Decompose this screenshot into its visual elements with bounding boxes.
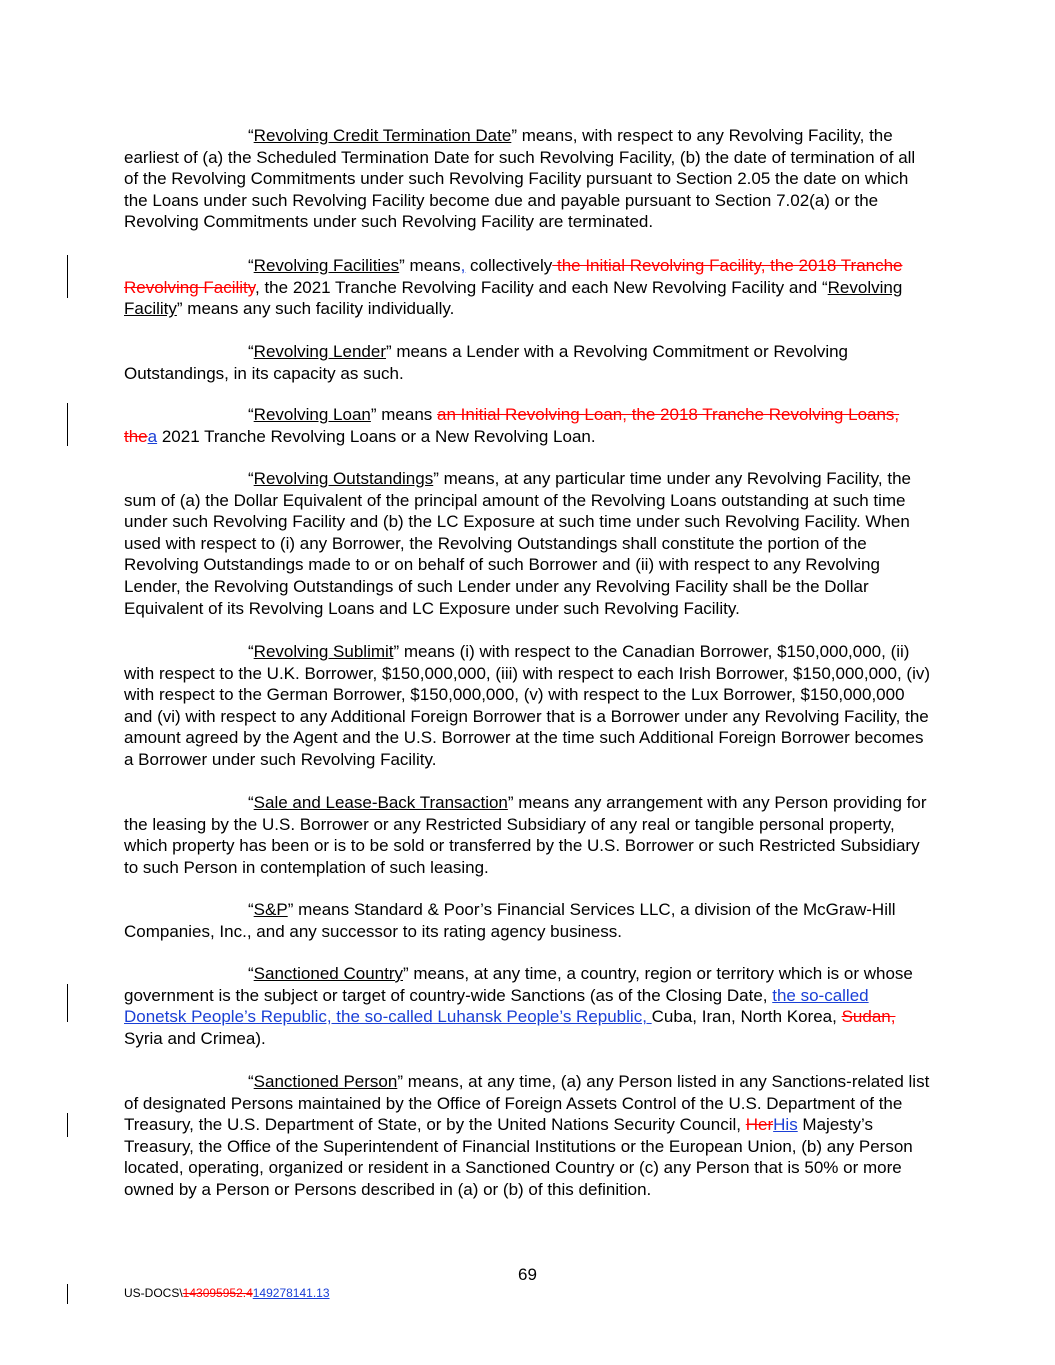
- definition-text: ” means (i) with respect to the Canadian Borrower, $150,000,000, (ii) with respect to the U.K. Borrower, $150,000,000, (iii) with respect to each Irish Borrower, $150,000,000, (iv) with respect to the German Borrower, $150,000,000, (v) with respect to the Lux Borrower, $150,000,000 and (vi) with respect to any Additional Foreign Borrower that is a Borrower under any Revolving Facility, the amount agreed by the Agent and the U.S. Borrower at the time such Additional Foreign Borrower becomes a Borrower under such Revolving Facility.: [124, 642, 931, 769]
- defined-term: Revolving Sublimit: [253, 642, 394, 661]
- defined-term: Sanctioned Country: [253, 964, 403, 983]
- inserted-text: ,: [460, 256, 466, 275]
- definition-text: ” means, with respect to any Revolving Facility, the earliest of (a) the Scheduled Termination Date for such Revolving Facility, (b) the date of termination of all of the Revolving Commitments under such Revolving Facility pursuant to Section 2.05 the date on which the Loans under such Revolving Facility become due and payable pursuant to Section 7.02(a) or the Revolving Commitments under such Revolving Facility are terminated.: [124, 126, 916, 232]
- definition-text: ” means any such facility individually.: [176, 299, 455, 319]
- open-quote: “: [248, 642, 254, 661]
- inserted-text: the so-called Donetsk People’s Republic, the so-called Luhansk People’s Republic,: [124, 985, 869, 1027]
- open-quote: “: [248, 256, 254, 275]
- definition-text: Majesty’s Treasury, the Office of the Superintendent of Financial Institutions or the European Union, (b) any Person located, operating, organized or resident in a Sanctioned Country or (c) any Person that is 50% or more owned by a Person or Persons described in (a) or (b) of this definition.: [124, 1115, 913, 1199]
- open-quote: “: [248, 469, 254, 488]
- change-bar: [67, 984, 68, 1022]
- definition-sanctioned-country: [124, 963, 932, 1049]
- open-quote: “: [248, 900, 254, 919]
- definition-sanctioned-person: [124, 1071, 932, 1201]
- inserted-text: a: [147, 426, 158, 446]
- deleted-text: Sudan,: [841, 1007, 896, 1027]
- definition-s-and-p: [124, 899, 932, 942]
- definition-text: 2021 Tranche Revolving Loans or a New Revolving Loan.: [157, 426, 596, 446]
- definition-text: , the 2021 Tranche Revolving Facility and each New Revolving Facility and “: [255, 277, 828, 297]
- definition-revolving-sublimit: [124, 641, 932, 771]
- defined-term: Revolving Facility: [124, 277, 903, 319]
- defined-term: Revolving Facilities: [253, 256, 400, 275]
- change-bar: [67, 1113, 68, 1137]
- definition-text: ” means any arrangement with any Person providing for the leasing by the U.S. Borrower or any Restricted Subsidiary of any real or tangible personal property, which property has been or is to be sold or transferred by the U.S. Borrower or such Restricted Subsidiary to such Person in contemplation of such leasing.: [124, 793, 927, 877]
- change-bar: [67, 1284, 68, 1304]
- defined-term: Sanctioned Person: [253, 1072, 398, 1091]
- definition-revolving-loan: [124, 404, 932, 447]
- deleted-text: the Initial Revolving Facility, the 2018 Tranche Revolving Facility: [124, 256, 903, 297]
- definition-text: Cuba, Iran, North Korea,: [651, 1007, 842, 1027]
- definition-text: ” means: [370, 405, 438, 424]
- deleted-text: an Initial Revolving Loan, the 2018 Tranche Revolving Loans, the: [124, 405, 900, 446]
- deleted-doc-id: 143095952.4: [182, 1286, 253, 1300]
- definition-text: ” means Standard & Poor’s Financial Services LLC, a division of the McGraw-Hill Companies, Inc., and any successor to its rating agency business.: [124, 900, 896, 941]
- defined-term: Sale and Lease-Back Transaction: [253, 793, 508, 812]
- defined-term: S&P: [253, 900, 288, 919]
- page-number: 69: [518, 1265, 537, 1284]
- defined-term: Revolving Credit Termination Date: [253, 126, 512, 145]
- document-id-footer: [124, 1286, 330, 1300]
- open-quote: “: [248, 126, 254, 145]
- footer-prefix: US-DOCS\: [124, 1286, 183, 1300]
- definition-text: ” means, at any time, a country, region or territory which is or whose government is the subject or target of country-wide Sanctions (as of the Closing Date,: [124, 964, 913, 1005]
- deleted-text: Her: [745, 1115, 774, 1135]
- open-quote: “: [248, 1072, 254, 1091]
- definition-text: collectively: [465, 256, 553, 275]
- open-quote: “: [248, 964, 254, 983]
- definition-revolving-credit-termination-date: [124, 125, 932, 233]
- inserted-text: His: [773, 1115, 798, 1135]
- definition-revolving-outstandings: [124, 468, 932, 619]
- change-bar: [67, 403, 68, 446]
- inserted-doc-id: 149278141.13: [252, 1286, 330, 1300]
- definition-sale-and-lease-back-transaction: [124, 792, 932, 878]
- defined-term: Revolving Outstandings: [253, 469, 434, 488]
- definition-revolving-lender: [124, 341, 932, 384]
- definition-revolving-facilities: [124, 255, 932, 320]
- open-quote: “: [248, 793, 254, 812]
- change-bar: [67, 255, 68, 298]
- open-quote: “: [248, 405, 254, 424]
- definition-text: ” means, at any particular time under any Revolving Facility, the sum of (a) the Dollar Equivalent of the principal amount of the Revolving Loans outstanding at such time under such Revolving Facility and (b) the LC Exposure at such time under such Revolving Facility. When used with respect to (i) any Borrower, the Revolving Outstandings shall constitute the portion of the Revolving Outstandings made to or on behalf of such Borrower and (ii) with respect to any Revolving Lender, the Revolving Outstandings of such Lender under any Revolving Facility shall be the Dollar Equivalent of its Revolving Loans and LC Exposure under such Revolving Facility.: [124, 469, 912, 618]
- defined-term: Revolving Loan: [253, 405, 371, 424]
- definition-text: ” means, at any time, (a) any Person listed in any Sanctions-related list of designated Persons maintained by the Office of Foreign Assets Control of the U.S. Department of the Treasury, the U.S. Department of State, or by the United Nations Security Council,: [124, 1072, 930, 1135]
- definition-text: ” means a Lender with a Revolving Commitment or Revolving Outstandings, in its capacity as such.: [124, 342, 849, 383]
- definition-text: Syria and Crimea).: [124, 1028, 266, 1048]
- open-quote: “: [248, 342, 254, 361]
- defined-term: Revolving Lender: [253, 342, 386, 361]
- definition-text: ” means: [399, 256, 461, 275]
